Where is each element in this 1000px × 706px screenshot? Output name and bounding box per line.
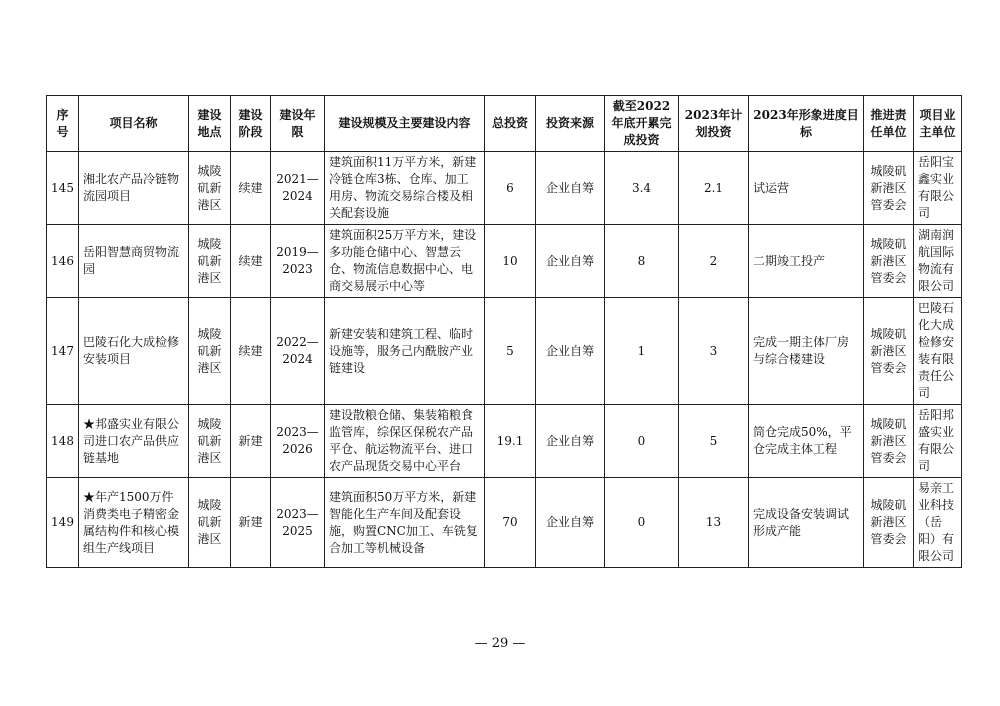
project-table [46, 95, 962, 568]
header-cell: 建设规模及主要建设内容 [325, 96, 485, 152]
cell-location: 城陵矶新港区 [189, 478, 231, 568]
cell-no: 148 [47, 405, 79, 478]
header-cell: 建设地点 [189, 96, 231, 152]
cell-owner: 易亲工业科技（岳阳）有限公司 [914, 478, 962, 568]
cell-cumulative: 3.4 [605, 152, 679, 225]
cell-source: 企业自筹 [536, 478, 605, 568]
cell-owner: 湖南润航国际物流有限公司 [914, 225, 962, 298]
cell-stage: 续建 [231, 298, 271, 405]
cell-period: 2023—2025 [271, 478, 325, 568]
cell-total: 5 [485, 298, 536, 405]
header-cell: 序号 [47, 96, 79, 152]
cell-target: 试运营 [749, 152, 864, 225]
header-cell: 建设阶段 [231, 96, 271, 152]
cell-source: 企业自筹 [536, 225, 605, 298]
cell-plan2023: 2.1 [679, 152, 749, 225]
cell-content: 建筑面积11万平方米，新建冷链仓库3栋、仓库、加工用房、物流交易综合楼及相关配套设施 [325, 152, 485, 225]
cell-period: 2021—2024 [271, 152, 325, 225]
cell-location: 城陵矶新港区 [189, 298, 231, 405]
cell-cumulative: 1 [605, 298, 679, 405]
cell-plan2023: 2 [679, 225, 749, 298]
cell-target: 完成设备安装调试形成产能 [749, 478, 864, 568]
table-row [47, 152, 962, 225]
table-row [47, 478, 962, 568]
cell-responsible: 城陵矶新港区管委会 [864, 152, 914, 225]
header-cell: 2023年形象进度目标 [749, 96, 864, 152]
cell-name: 巴陵石化大成检修安装项目 [79, 298, 189, 405]
cell-name: 湘北农产品冷链物流园项目 [79, 152, 189, 225]
header-cell: 项目业主单位 [914, 96, 962, 152]
header-cell: 截至2022年底开累完成投资 [605, 96, 679, 152]
cell-period: 2023—2026 [271, 405, 325, 478]
cell-stage: 续建 [231, 152, 271, 225]
header-cell: 总投资 [485, 96, 536, 152]
cell-content: 新建安装和建筑工程、临时设施等，服务己内酰胺产业链建设 [325, 298, 485, 405]
cell-plan2023: 5 [679, 405, 749, 478]
cell-no: 145 [47, 152, 79, 225]
cell-responsible: 城陵矶新港区管委会 [864, 405, 914, 478]
cell-no: 146 [47, 225, 79, 298]
header-cell: 投资来源 [536, 96, 605, 152]
cell-cumulative: 8 [605, 225, 679, 298]
cell-total: 6 [485, 152, 536, 225]
page-number: — 29 — [474, 636, 526, 651]
cell-name: ★邦盛实业有限公司进口农产品供应链基地 [79, 405, 189, 478]
header-row [47, 96, 962, 152]
cell-owner: 岳阳邦盛实业有限公司 [914, 405, 962, 478]
cell-target: 二期竣工投产 [749, 225, 864, 298]
cell-target: 完成一期主体厂房与综合楼建设 [749, 298, 864, 405]
cell-source: 企业自筹 [536, 298, 605, 405]
header-cell: 推进责任单位 [864, 96, 914, 152]
cell-stage: 新建 [231, 405, 271, 478]
cell-content: 建筑面积50万平方米，新建智能化生产车间及配套设施，购置CNC加工、车铣复合加工等机械设备 [325, 478, 485, 568]
cell-no: 147 [47, 298, 79, 405]
table-row [47, 298, 962, 405]
cell-owner: 巴陵石化大成检修安装有限责任公司 [914, 298, 962, 405]
cell-name: 岳阳智慧商贸物流园 [79, 225, 189, 298]
cell-location: 城陵矶新港区 [189, 225, 231, 298]
table-row [47, 405, 962, 478]
cell-no: 149 [47, 478, 79, 568]
cell-responsible: 城陵矶新港区管委会 [864, 225, 914, 298]
cell-target: 筒仓完成50%，平仓完成主体工程 [749, 405, 864, 478]
cell-period: 2019—2023 [271, 225, 325, 298]
cell-source: 企业自筹 [536, 405, 605, 478]
cell-total: 19.1 [485, 405, 536, 478]
table-row [47, 225, 962, 298]
cell-responsible: 城陵矶新港区管委会 [864, 298, 914, 405]
cell-responsible: 城陵矶新港区管委会 [864, 478, 914, 568]
cell-content: 建筑面积25万平方米，建设多功能仓储中心、智慧云仓、物流信息数据中心、电商交易展示中心等 [325, 225, 485, 298]
cell-source: 企业自筹 [536, 152, 605, 225]
cell-stage: 新建 [231, 478, 271, 568]
cell-cumulative: 0 [605, 405, 679, 478]
cell-location: 城陵矶新港区 [189, 405, 231, 478]
header-cell: 2023年计划投资 [679, 96, 749, 152]
cell-total: 10 [485, 225, 536, 298]
cell-owner: 岳阳宝鑫实业有限公司 [914, 152, 962, 225]
cell-stage: 续建 [231, 225, 271, 298]
cell-cumulative: 0 [605, 478, 679, 568]
cell-total: 70 [485, 478, 536, 568]
header-cell: 建设年限 [271, 96, 325, 152]
cell-plan2023: 13 [679, 478, 749, 568]
cell-content: 建设散粮仓储、集装箱粮食监管库，综保区保税农产品平仓、航运物流平台、进口农产品现货交易中心平台 [325, 405, 485, 478]
cell-name: ★年产1500万件消费类电子精密金属结构件和核心模组生产线项目 [79, 478, 189, 568]
cell-period: 2022—2024 [271, 298, 325, 405]
cell-location: 城陵矶新港区 [189, 152, 231, 225]
header-cell: 项目名称 [79, 96, 189, 152]
cell-plan2023: 3 [679, 298, 749, 405]
